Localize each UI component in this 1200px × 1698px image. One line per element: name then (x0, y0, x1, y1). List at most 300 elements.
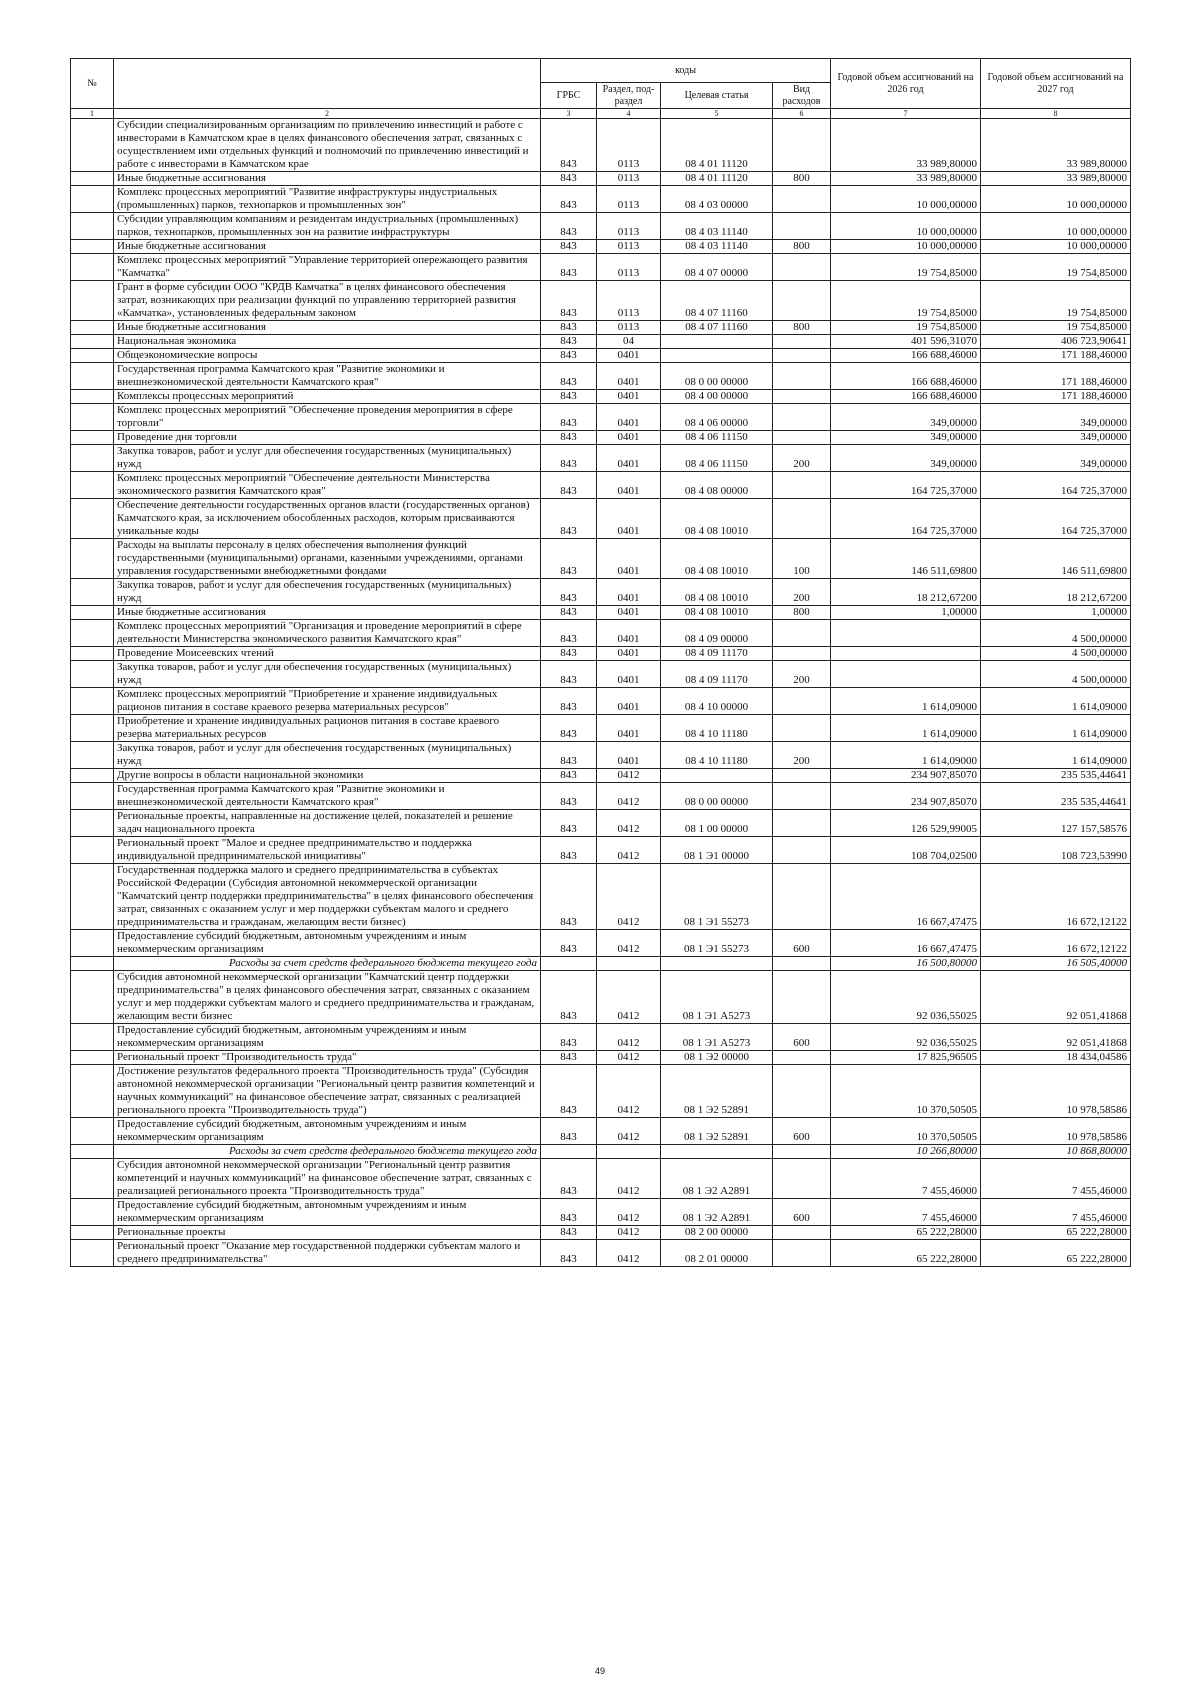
cell-volume-2026: 349,00000 (831, 431, 981, 445)
cell-volume-2027: 349,00000 (981, 404, 1131, 431)
cell-grbs: 843 (541, 661, 597, 688)
table-body (71, 119, 1131, 1267)
cell-target-article: 08 4 09 11170 (661, 647, 773, 661)
cell-volume-2026 (831, 620, 981, 647)
cell-volume-2026: 1,00000 (831, 606, 981, 620)
cell-section: 0401 (597, 499, 661, 539)
cell-num (71, 661, 114, 688)
cell-grbs: 843 (541, 390, 597, 404)
cell-name: Региональный проект "Малое и среднее предпринимательство и поддержка индивидуальной предпринимательской инициативы" (114, 837, 541, 864)
cell-target-article (661, 349, 773, 363)
cell-grbs: 843 (541, 499, 597, 539)
cell-name: Приобретение и хранение индивидуальных рационов питания в составе краевого резерва материальных ресурсов (114, 715, 541, 742)
cell-grbs: 843 (541, 404, 597, 431)
cell-num (71, 1226, 114, 1240)
cell-volume-2027: 1 614,09000 (981, 742, 1131, 769)
cell-target-article: 08 2 01 00000 (661, 1240, 773, 1267)
column-number: 7 (831, 109, 981, 119)
cell-num (71, 1024, 114, 1051)
table-row (71, 864, 1131, 930)
cell-grbs: 843 (541, 281, 597, 321)
table-row (71, 715, 1131, 742)
cell-volume-2026: 164 725,37000 (831, 499, 981, 539)
cell-name: Предоставление субсидий бюджетным, автономным учреждениям и иным некоммерческим организациям (114, 1199, 541, 1226)
cell-target-article: 08 4 08 00000 (661, 472, 773, 499)
cell-num (71, 254, 114, 281)
cell-expense-type (773, 186, 831, 213)
cell-volume-2027: 1,00000 (981, 606, 1131, 620)
cell-num (71, 783, 114, 810)
cell-expense-type (773, 837, 831, 864)
table-row (71, 1065, 1131, 1118)
budget-table (70, 58, 1131, 1267)
cell-section: 0113 (597, 281, 661, 321)
cell-volume-2027: 16 672,12122 (981, 930, 1131, 957)
cell-expense-type (773, 688, 831, 715)
cell-num (71, 1118, 114, 1145)
cell-section: 0401 (597, 445, 661, 472)
cell-num (71, 620, 114, 647)
cell-expense-type (773, 390, 831, 404)
cell-volume-2026: 33 989,80000 (831, 172, 981, 186)
cell-grbs: 843 (541, 445, 597, 472)
table-row (71, 390, 1131, 404)
cell-expense-type: 200 (773, 579, 831, 606)
cell-target-article: 08 1 Э1 А5273 (661, 1024, 773, 1051)
cell-volume-2026: 10 370,50505 (831, 1118, 981, 1145)
cell-num (71, 281, 114, 321)
cell-volume-2026: 19 754,85000 (831, 281, 981, 321)
cell-expense-type (773, 1051, 831, 1065)
cell-volume-2027: 406 723,90641 (981, 335, 1131, 349)
cell-grbs: 843 (541, 321, 597, 335)
cell-name: Иные бюджетные ассигнования (114, 321, 541, 335)
table-row (71, 688, 1131, 715)
cell-volume-2026: 92 036,55025 (831, 971, 981, 1024)
cell-volume-2027: 1 614,09000 (981, 688, 1131, 715)
cell-expense-type (773, 1065, 831, 1118)
cell-target-article: 08 4 06 11150 (661, 431, 773, 445)
table-row (71, 499, 1131, 539)
cell-grbs: 843 (541, 1159, 597, 1199)
cell-target-article (661, 769, 773, 783)
cell-section: 0412 (597, 810, 661, 837)
cell-num (71, 240, 114, 254)
cell-num (71, 349, 114, 363)
cell-expense-type (773, 810, 831, 837)
cell-volume-2026: 65 222,28000 (831, 1226, 981, 1240)
cell-volume-2027: 1 614,09000 (981, 715, 1131, 742)
header-expense-type: Вид расходов (773, 83, 831, 109)
cell-target-article: 08 1 Э2 52891 (661, 1065, 773, 1118)
cell-section: 0401 (597, 661, 661, 688)
table-row (71, 445, 1131, 472)
cell-target-article (661, 1145, 773, 1159)
cell-expense-type (773, 1145, 831, 1159)
cell-expense-type (773, 335, 831, 349)
cell-grbs: 843 (541, 254, 597, 281)
cell-volume-2026: 16 667,47475 (831, 864, 981, 930)
column-number: 8 (981, 109, 1131, 119)
cell-name: Расходы на выплаты персоналу в целях обеспечения выполнения функций государственными (муниципальными) органами, казенными учреждениями, органами управления государственными внебюджетными фондами (114, 539, 541, 579)
cell-expense-type (773, 213, 831, 240)
cell-section: 0113 (597, 186, 661, 213)
cell-grbs: 843 (541, 783, 597, 810)
cell-grbs: 843 (541, 472, 597, 499)
cell-target-article: 08 4 08 10010 (661, 539, 773, 579)
header-grbs: ГРБС (541, 83, 597, 109)
cell-volume-2026: 166 688,46000 (831, 390, 981, 404)
cell-expense-type (773, 783, 831, 810)
cell-expense-type (773, 404, 831, 431)
cell-target-article: 08 1 Э2 А2891 (661, 1159, 773, 1199)
cell-num (71, 837, 114, 864)
cell-section: 0113 (597, 254, 661, 281)
cell-volume-2026: 234 907,85070 (831, 769, 981, 783)
table-row (71, 1226, 1131, 1240)
cell-section: 0412 (597, 1159, 661, 1199)
cell-volume-2026: 349,00000 (831, 445, 981, 472)
cell-volume-2027: 349,00000 (981, 445, 1131, 472)
cell-volume-2026: 166 688,46000 (831, 363, 981, 390)
cell-target-article: 08 4 09 00000 (661, 620, 773, 647)
cell-name: Комплекс процессных мероприятий "Приобретение и хранение индивидуальных рационов питания в составе краевого резерва материальных ресурсов" (114, 688, 541, 715)
table-row (71, 783, 1131, 810)
cell-section: 0412 (597, 1024, 661, 1051)
cell-target-article: 08 0 00 00000 (661, 783, 773, 810)
cell-target-article: 08 4 07 11160 (661, 281, 773, 321)
cell-num (71, 810, 114, 837)
cell-target-article: 08 4 07 11160 (661, 321, 773, 335)
cell-section: 0401 (597, 349, 661, 363)
cell-expense-type: 600 (773, 1199, 831, 1226)
column-number: 5 (661, 109, 773, 119)
cell-name: Субсидия автономной некоммерческой организации "Региональный центр развития компетенций и научных коммуникаций" на финансовое обеспечение затрат, связанных с реализацией регионального проекта "Производительность труда" (114, 1159, 541, 1199)
cell-volume-2027: 65 222,28000 (981, 1240, 1131, 1267)
cell-volume-2027: 18 212,67200 (981, 579, 1131, 606)
page-number: 49 (594, 1666, 605, 1676)
cell-expense-type (773, 1159, 831, 1199)
table-row (71, 742, 1131, 769)
cell-grbs: 843 (541, 742, 597, 769)
cell-section: 0412 (597, 1240, 661, 1267)
cell-target-article: 08 2 00 00000 (661, 1226, 773, 1240)
cell-target-article: 08 1 00 00000 (661, 810, 773, 837)
cell-section: 0401 (597, 390, 661, 404)
cell-num (71, 1240, 114, 1267)
cell-num (71, 445, 114, 472)
cell-volume-2026: 1 614,09000 (831, 742, 981, 769)
cell-volume-2027: 10 978,58586 (981, 1065, 1131, 1118)
cell-expense-type (773, 1240, 831, 1267)
table-row (71, 606, 1131, 620)
cell-name: Государственная программа Камчатского края "Развитие экономики и внешнеэкономической деятельности Камчатского края" (114, 783, 541, 810)
cell-volume-2027: 146 511,69800 (981, 539, 1131, 579)
cell-num (71, 1199, 114, 1226)
cell-expense-type (773, 1226, 831, 1240)
cell-section: 0113 (597, 240, 661, 254)
cell-name: Субсидии специализированным организациям по привлечению инвестиций и работе с инвесторами в Камчатском крае в целях финансового обеспечения затрат, связанных с осуществлением ими отдельных функций и полномочий по привлечению инвестиций и работе с инвесторами в Камчатском крае (114, 119, 541, 172)
cell-num (71, 647, 114, 661)
cell-expense-type (773, 472, 831, 499)
cell-volume-2026: 92 036,55025 (831, 1024, 981, 1051)
table-row (71, 1199, 1131, 1226)
cell-name: Расходы за счет средств федерального бюджета текущего года (114, 957, 541, 971)
header-num: № (71, 59, 114, 109)
cell-section: 0401 (597, 472, 661, 499)
cell-volume-2026: 166 688,46000 (831, 349, 981, 363)
cell-grbs: 843 (541, 1226, 597, 1240)
cell-target-article: 08 4 06 00000 (661, 404, 773, 431)
table-row (71, 647, 1131, 661)
cell-target-article: 08 4 01 11120 (661, 119, 773, 172)
cell-num (71, 499, 114, 539)
cell-name: Комплексы процессных мероприятий (114, 390, 541, 404)
table-row (71, 363, 1131, 390)
cell-volume-2027: 19 754,85000 (981, 254, 1131, 281)
cell-target-article: 08 4 03 11140 (661, 213, 773, 240)
cell-expense-type: 600 (773, 930, 831, 957)
cell-target-article: 08 1 Э1 55273 (661, 930, 773, 957)
cell-num (71, 579, 114, 606)
column-number: 4 (597, 109, 661, 119)
header-volume-2026: Годовой объем ассигнований на 2026 год (831, 59, 981, 109)
cell-expense-type: 200 (773, 661, 831, 688)
cell-expense-type (773, 499, 831, 539)
cell-expense-type (773, 971, 831, 1024)
cell-target-article: 08 4 00 00000 (661, 390, 773, 404)
cell-name: Закупка товаров, работ и услуг для обеспечения государственных (муниципальных) нужд (114, 579, 541, 606)
cell-volume-2026: 10 266,80000 (831, 1145, 981, 1159)
cell-expense-type (773, 620, 831, 647)
cell-section: 0412 (597, 769, 661, 783)
cell-grbs (541, 957, 597, 971)
table-row (71, 539, 1131, 579)
header-name (114, 59, 541, 109)
cell-num (71, 539, 114, 579)
cell-grbs: 843 (541, 349, 597, 363)
cell-target-article: 08 1 Э2 52891 (661, 1118, 773, 1145)
cell-expense-type (773, 957, 831, 971)
cell-name: Закупка товаров, работ и услуг для обеспечения государственных (муниципальных) нужд (114, 661, 541, 688)
header-codes: коды (541, 59, 831, 83)
cell-name: Предоставление субсидий бюджетным, автономным учреждениям и иным некоммерческим организациям (114, 1118, 541, 1145)
table-row (71, 281, 1131, 321)
cell-volume-2027: 235 535,44641 (981, 783, 1131, 810)
cell-expense-type: 200 (773, 742, 831, 769)
cell-grbs: 843 (541, 769, 597, 783)
cell-target-article: 08 4 01 11120 (661, 172, 773, 186)
cell-volume-2026: 18 212,67200 (831, 579, 981, 606)
cell-grbs: 843 (541, 539, 597, 579)
cell-section: 0401 (597, 647, 661, 661)
cell-grbs: 843 (541, 1024, 597, 1051)
cell-target-article: 08 4 09 11170 (661, 661, 773, 688)
cell-volume-2027: 7 455,46000 (981, 1199, 1131, 1226)
cell-volume-2026 (831, 661, 981, 688)
cell-target-article (661, 335, 773, 349)
cell-volume-2027: 65 222,28000 (981, 1226, 1131, 1240)
cell-grbs: 843 (541, 172, 597, 186)
table-row (71, 620, 1131, 647)
cell-section: 0401 (597, 606, 661, 620)
cell-grbs: 843 (541, 971, 597, 1024)
cell-grbs: 843 (541, 240, 597, 254)
cell-expense-type (773, 864, 831, 930)
table-row (71, 213, 1131, 240)
table-row (71, 579, 1131, 606)
cell-section: 0412 (597, 1199, 661, 1226)
cell-num (71, 186, 114, 213)
cell-volume-2026: 10 370,50505 (831, 1065, 981, 1118)
cell-name: Иные бюджетные ассигнования (114, 606, 541, 620)
cell-grbs: 843 (541, 1118, 597, 1145)
cell-volume-2027: 164 725,37000 (981, 472, 1131, 499)
cell-section: 0412 (597, 1118, 661, 1145)
cell-volume-2026 (831, 647, 981, 661)
budget-table-sheet (70, 58, 1130, 1267)
cell-volume-2027: 10 000,00000 (981, 186, 1131, 213)
table-row (71, 1240, 1131, 1267)
cell-name: Субсидия автономной некоммерческой организации "Камчатский центр поддержки предпринимательства" в целях финансового обеспечения затрат, связанных с оказанием услуг и мер поддержки субъектам малого и среднего предпринимательства и гражданам, желающим вести бизнес (114, 971, 541, 1024)
cell-volume-2026: 10 000,00000 (831, 186, 981, 213)
cell-volume-2027: 16 672,12122 (981, 864, 1131, 930)
table-row (71, 349, 1131, 363)
cell-volume-2026: 108 704,02500 (831, 837, 981, 864)
cell-grbs: 843 (541, 864, 597, 930)
cell-volume-2027: 10 000,00000 (981, 240, 1131, 254)
cell-name: Комплекс процессных мероприятий "Обеспечение деятельности Министерства экономического развития Камчатского края" (114, 472, 541, 499)
cell-num (71, 1051, 114, 1065)
cell-volume-2026: 349,00000 (831, 404, 981, 431)
cell-section: 0412 (597, 1065, 661, 1118)
cell-target-article: 08 0 00 00000 (661, 363, 773, 390)
table-row (71, 1118, 1131, 1145)
cell-expense-type (773, 349, 831, 363)
cell-num (71, 864, 114, 930)
cell-name: Грант в форме субсидии ООО "КРДВ Камчатка" в целях финансового обеспечения затрат, возникающих при реализации функций по управлению территорией развития «Камчатка», установленных федеральным законом (114, 281, 541, 321)
cell-expense-type (773, 119, 831, 172)
cell-num (71, 930, 114, 957)
table-row (71, 240, 1131, 254)
cell-num (71, 363, 114, 390)
cell-num (71, 742, 114, 769)
cell-target-article: 08 4 03 00000 (661, 186, 773, 213)
table-row (71, 769, 1131, 783)
cell-grbs: 843 (541, 1051, 597, 1065)
cell-name: Предоставление субсидий бюджетным, автономным учреждениям и иным некоммерческим организациям (114, 930, 541, 957)
cell-target-article: 08 1 Э1 А5273 (661, 971, 773, 1024)
cell-name: Комплекс процессных мероприятий "Организация и проведение мероприятий в сфере деятельности Министерства экономического развития Камчатского края" (114, 620, 541, 647)
cell-num (71, 213, 114, 240)
table-row (71, 119, 1131, 172)
column-number-row (71, 109, 1131, 119)
cell-section: 04 (597, 335, 661, 349)
cell-volume-2027: 164 725,37000 (981, 499, 1131, 539)
cell-volume-2027: 10 868,80000 (981, 1145, 1131, 1159)
table-note-row (71, 1145, 1131, 1159)
cell-name: Иные бюджетные ассигнования (114, 172, 541, 186)
cell-grbs: 843 (541, 688, 597, 715)
cell-target-article: 08 4 08 10010 (661, 579, 773, 606)
cell-grbs: 843 (541, 620, 597, 647)
cell-num (71, 688, 114, 715)
cell-grbs: 843 (541, 606, 597, 620)
cell-volume-2027: 10 000,00000 (981, 213, 1131, 240)
cell-section: 0401 (597, 620, 661, 647)
cell-expense-type (773, 769, 831, 783)
cell-name: Достижение результатов федерального проекта "Производительность труда" (Субсидия автономной некоммерческой организации "Региональный центр развития компетенций и научных коммуникаций" на финансовое обеспечение затрат, связанных с реализацией регионального проекта "Производительность труда") (114, 1065, 541, 1118)
cell-section: 0412 (597, 864, 661, 930)
cell-name: Государственная поддержка малого и среднего предпринимательства в субъектах Российской Федерации (Субсидия автономной некоммерческой организации "Камчатский центр поддержки предпринимательства" в целях финансового обеспечения затрат, связанных с оказанием услуг и мер поддержки субъектам малого и среднего предпринимательства и гражданам, желающим вести бизнес) (114, 864, 541, 930)
cell-num (71, 335, 114, 349)
cell-expense-type: 800 (773, 240, 831, 254)
cell-name: Проведение Моисеевских чтений (114, 647, 541, 661)
cell-target-article: 08 4 03 11140 (661, 240, 773, 254)
cell-volume-2026: 16 667,47475 (831, 930, 981, 957)
table-row (71, 930, 1131, 957)
cell-target-article: 08 4 07 00000 (661, 254, 773, 281)
cell-num (71, 769, 114, 783)
cell-expense-type (773, 254, 831, 281)
cell-name: Региональный проект "Производительность труда" (114, 1051, 541, 1065)
cell-grbs: 843 (541, 715, 597, 742)
table-row (71, 431, 1131, 445)
column-number: 3 (541, 109, 597, 119)
cell-name: Комплекс процессных мероприятий "Развитие инфраструктуры индустриальных (промышленных) парков, технопарков и промышленных зон" (114, 186, 541, 213)
cell-volume-2026: 234 907,85070 (831, 783, 981, 810)
cell-num (71, 1145, 114, 1159)
cell-num (71, 1065, 114, 1118)
cell-grbs: 843 (541, 335, 597, 349)
cell-grbs: 843 (541, 186, 597, 213)
cell-target-article: 08 1 Э2 А2891 (661, 1199, 773, 1226)
cell-grbs: 843 (541, 1199, 597, 1226)
column-number: 1 (71, 109, 114, 119)
cell-section: 0401 (597, 363, 661, 390)
cell-target-article (661, 957, 773, 971)
cell-expense-type: 800 (773, 606, 831, 620)
cell-num (71, 321, 114, 335)
cell-expense-type: 800 (773, 321, 831, 335)
cell-volume-2027: 33 989,80000 (981, 119, 1131, 172)
cell-num (71, 404, 114, 431)
cell-name: Предоставление субсидий бюджетным, автономным учреждениям и иным некоммерческим организациям (114, 1024, 541, 1051)
cell-name: Обеспечение деятельности государственных органов власти (государственных органов) Камчатского края, за исключением обособленных расходов, которым присваиваются уникальные коды (114, 499, 541, 539)
cell-volume-2027: 4 500,00000 (981, 620, 1131, 647)
cell-section: 0113 (597, 172, 661, 186)
column-number: 6 (773, 109, 831, 119)
cell-grbs: 843 (541, 930, 597, 957)
cell-target-article: 08 4 10 11180 (661, 715, 773, 742)
cell-num (71, 172, 114, 186)
cell-section: 0412 (597, 1051, 661, 1065)
table-row (71, 1159, 1131, 1199)
cell-target-article: 08 1 Э2 00000 (661, 1051, 773, 1065)
cell-name: Национальная экономика (114, 335, 541, 349)
cell-grbs: 843 (541, 579, 597, 606)
cell-volume-2027: 235 535,44641 (981, 769, 1131, 783)
cell-target-article: 08 4 08 10010 (661, 606, 773, 620)
cell-volume-2027: 92 051,41868 (981, 1024, 1131, 1051)
table-row (71, 172, 1131, 186)
cell-name: Региональные проекты (114, 1226, 541, 1240)
cell-section: 0401 (597, 404, 661, 431)
cell-volume-2026: 33 989,80000 (831, 119, 981, 172)
cell-volume-2027: 171 188,46000 (981, 390, 1131, 404)
cell-volume-2027: 4 500,00000 (981, 647, 1131, 661)
cell-name: Проведение дня торговли (114, 431, 541, 445)
